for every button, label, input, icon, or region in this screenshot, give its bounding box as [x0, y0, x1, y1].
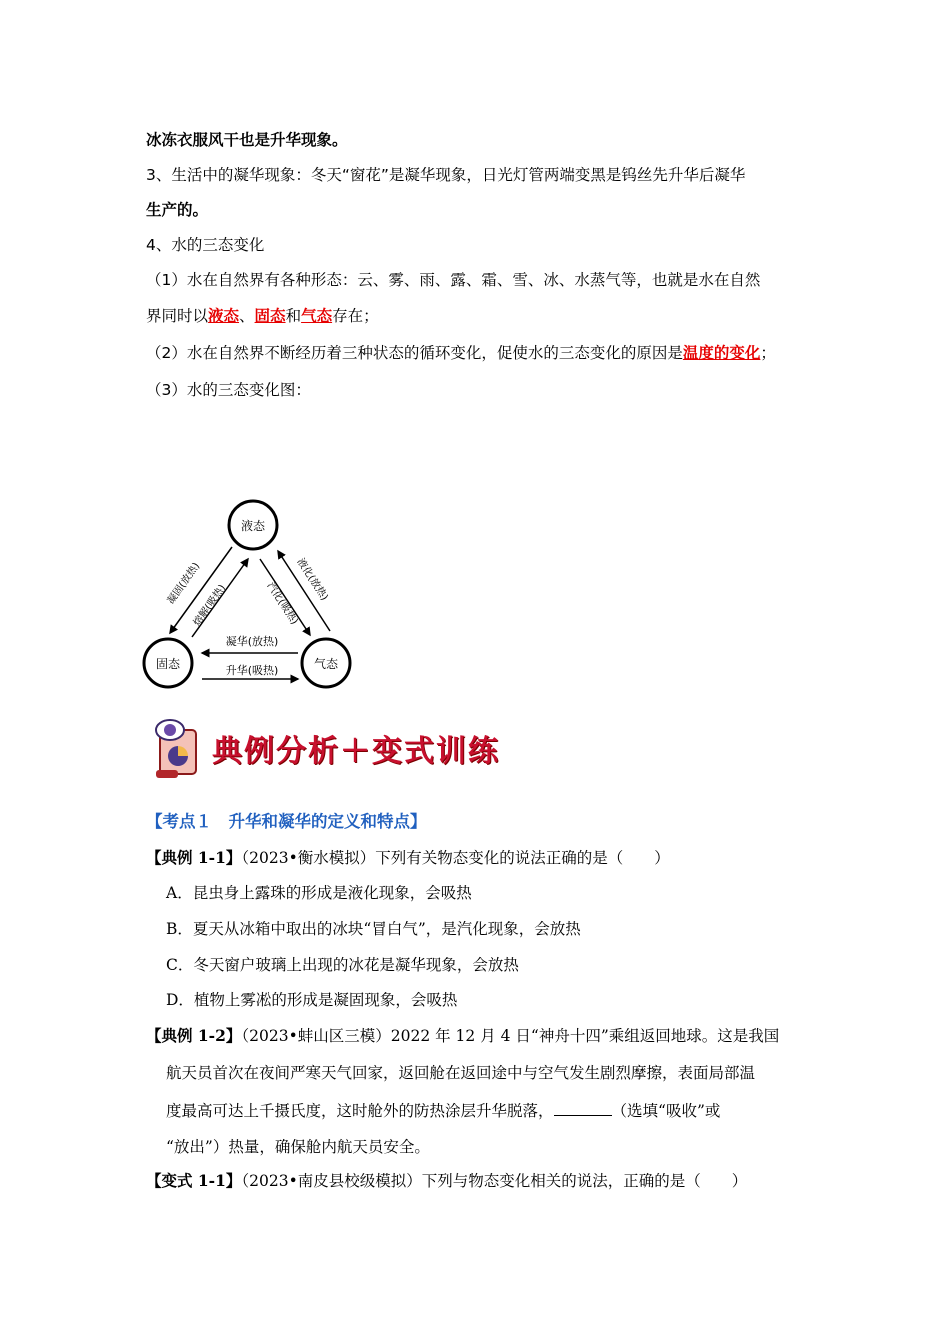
text-line-7-post: ；: [760, 344, 776, 362]
option-a: A．昆虫身上露珠的形成是液化现象，会吸热: [166, 884, 472, 902]
section-banner: [150, 712, 570, 784]
text-line-6-post: 存在；: [332, 307, 379, 325]
example-1-1-header: [146, 848, 670, 868]
text-line-7: [146, 343, 776, 363]
text-line-1: 冰冻衣服风干也是升华现象。: [146, 131, 348, 149]
variant-1-1-tag: 【变式 1-1】: [146, 1171, 242, 1190]
example-1-2-line2: 航天员首次在夜间严寒天气回家，返回舱在返回途中与空气发生剧烈摩擦，表面局部温: [166, 1064, 756, 1082]
example-1-2-line3: [166, 1101, 720, 1121]
freeze-label: 凝固(放热): [165, 560, 203, 607]
option-c: C．冬天窗户玻璃上出现的冰花是凝华现象，会放热: [166, 956, 519, 974]
variant-1-1-source: （2023•南皮县校级模拟）下列与物态变化相关的说法，正确的是（ ）: [241, 1172, 748, 1190]
condense-label: 液化(放热): [294, 556, 330, 603]
keyword-gas: 气态: [301, 307, 333, 325]
example-1-2-tag: 【典例 1-2】: [146, 1026, 242, 1045]
text-line-2-content: 3、生活中的凝华现象：冬天“窗花”是凝华现象，日光灯管两端变黑是钨丝先升华后凝华: [146, 166, 746, 184]
option-d: D．植物上雾凇的形成是凝固现象，会吸热: [166, 991, 458, 1009]
example-1-1-source: （2023•衡水模拟）下列有关物态变化的说法正确的是（ ）: [241, 849, 670, 867]
liquid-label: 液态: [240, 519, 266, 533]
text-line-3: 生产的。: [146, 201, 209, 219]
water-state-diagram: [140, 495, 360, 695]
text-line-6-pre: 界同时以: [146, 307, 209, 325]
example-1-2-line4: “放出”）热量，确保舱内航天员安全。: [166, 1138, 430, 1156]
text-line-5: （1）水在自然界有各种形态：云、雾、雨、露、霜、雪、冰、水蒸气等，也就是水在自然: [146, 271, 761, 289]
text-line-4: 4、水的三态变化: [146, 236, 265, 254]
section-heading: 【考点１ 升华和凝华的定义和特点】: [146, 812, 427, 831]
separator: 、: [239, 307, 255, 325]
conjunction: 和: [285, 307, 302, 325]
melt-label: 熔解(吸热): [191, 582, 229, 629]
answer-blank[interactable]: [554, 1101, 612, 1116]
deposit-label: 凝华(放热): [225, 635, 279, 648]
example-1-2-header: [146, 1026, 779, 1046]
banner-title: 典例分析＋变式训练: [212, 734, 500, 769]
example-1-2-line3-pre: 度最高可达上千摄氏度，这时舱外的防热涂层升华脱落，: [166, 1102, 554, 1120]
vaporize-label: 汽化(吸热): [264, 580, 300, 627]
example-1-2-line3-post: （选填“吸收”或: [611, 1102, 721, 1120]
text-line-6: [146, 306, 379, 326]
scroll-icon: [150, 716, 206, 780]
variant-1-1-header: [146, 1171, 747, 1191]
keyword-temperature-change: 温度的变化: [682, 344, 761, 362]
example-1-2-line1: （2023•蚌山区三模）2022 年 12 月 4 日“神舟十四”乘组返回地球。这是我国: [241, 1027, 780, 1045]
text-line-7-pre: （2）水在自然界不断经历着三种状态的循环变化，促使水的三态变化的原因是: [146, 344, 683, 362]
example-1-1-tag: 【典例 1-1】: [146, 848, 242, 867]
keyword-solid: 固态: [254, 307, 286, 325]
text-line-2: [146, 165, 745, 185]
option-b: B．夏天从冰箱中取出的冰块“冒白气”，是汽化现象，会放热: [166, 920, 581, 938]
gas-label: 气态: [313, 657, 339, 671]
solid-label: 固态: [155, 657, 181, 671]
text-line-8: （3）水的三态变化图：: [146, 381, 311, 399]
sublime-label: 升华(吸热): [225, 664, 279, 677]
keyword-liquid: 液态: [208, 307, 240, 325]
